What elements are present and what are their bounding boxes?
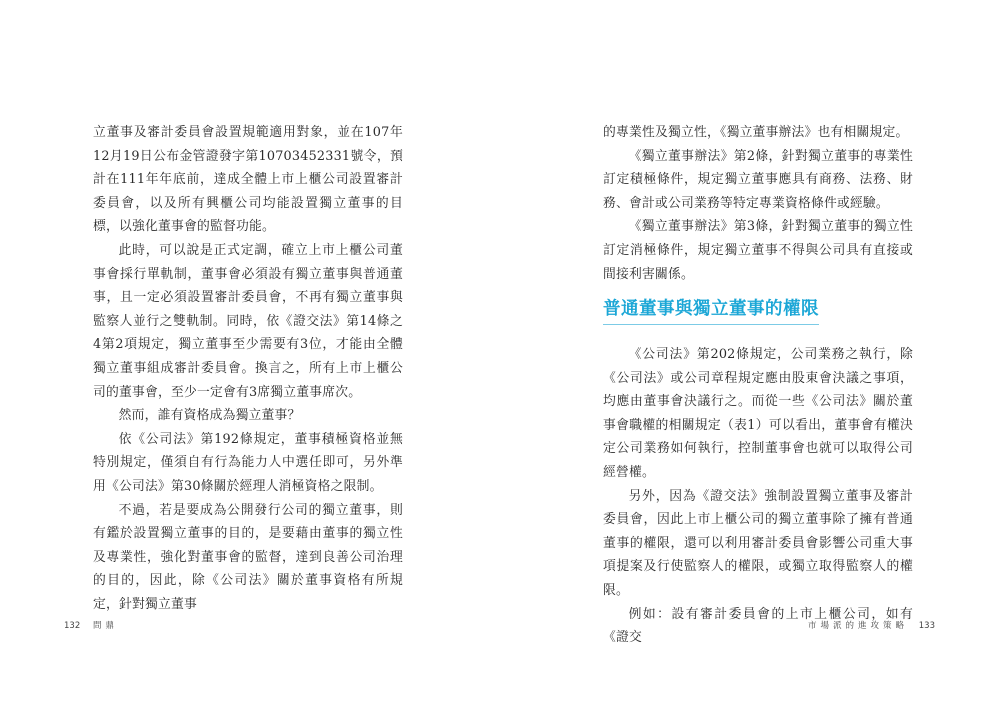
right-page	[500, 0, 1000, 707]
body-paragraph: 《獨立董事辦法》第3條，針對獨立董事的獨立性訂定消極條件，規定獨立董事不得與公司具有直接或間接利害關係。	[603, 219, 913, 282]
left-body-text	[93, 121, 403, 616]
left-footer	[64, 619, 118, 631]
body-paragraph: 另外，因為《證交法》強制設置獨立董事及審計委員會，因此上市上櫃公司的獨立董事除了擁有普通董事的權限，還可以利用審計委員會影響公司重大事項提案及行使監察人的權限，或獨立取得監察人的權限。	[603, 488, 913, 598]
page-number: 133	[918, 621, 935, 631]
page-number: 132	[64, 621, 81, 631]
right-body-text-top	[603, 121, 913, 286]
body-paragraph: 立董事及審計委員會設置規範適用對象，並在107年12月19日公布金管證發字第10703452331號令，預計在111年年底前，達成全體上市上櫃公司設置審計委員會，以及所有興櫃公司均能設置獨立董事的目標，以強化董事會的監督功能。	[93, 125, 403, 235]
running-title: 市場派的進攻策略	[808, 621, 909, 631]
section-heading: 普通董事與獨立董事的權限	[603, 296, 819, 325]
body-paragraph: 然而，誰有資格成為獨立董事？	[118, 408, 301, 424]
right-body-text-bottom	[603, 343, 913, 650]
body-paragraph: 《公司法》第202條規定，公司業務之執行，除《公司法》或公司章程規定應由股東會決議之事項，均應由董事會決議行之。而從一些《公司法》關於董事會職權的相關規定（表1）可以看出，董事會有權決定公司業務如何執行，控制董事會也就可以取得公司經營權。	[603, 347, 913, 480]
running-title: 問鼎	[92, 621, 118, 631]
body-paragraph: 此時，可以說是正式定調，確立上市上櫃公司董事會採行單軌制，董事會必須設有獨立董事與普通董事，且一定必須設置審計委員會，不再有獨立董事與監察人並行之雙軌制。同時，依《證交法》第14條之4第2項規定，獨立董事至少需要有3位，才能由全體獨立董事組成審計委員會。換言之，所有上市上櫃公司的董事會，至少一定會有3席獨立董事席次。	[93, 242, 403, 400]
body-paragraph: 依《公司法》第192條規定，董事積極資格並無特別規定，僅須自有行為能力人中選任即可，另外準用《公司法》第30條關於經理人消極資格之限制。	[93, 431, 403, 494]
body-paragraph: 例如：設有審計委員會的上市上櫃公司，如有《證交	[603, 606, 913, 646]
body-paragraph: 的專業性及獨立性，《獨立董事辦法》也有相關規定。	[603, 125, 909, 140]
right-footer	[808, 619, 935, 631]
body-paragraph: 《獨立董事辦法》第2條，針對獨立董事的專業性訂定積極條件，規定獨立董事應具有商務、法務、財務、會計或公司業務等特定專業資格條件或經驗。	[603, 148, 913, 211]
body-paragraph: 不過，若是要成為公開發行公司的獨立董事，則有鑑於設置獨立董事的目的，是要藉由董事的獨立性及專業性，強化對董事會的監督，達到良善公司治理的目的，因此，除《公司法》關於董事資格有所規定，針對獨立董事	[93, 502, 403, 612]
